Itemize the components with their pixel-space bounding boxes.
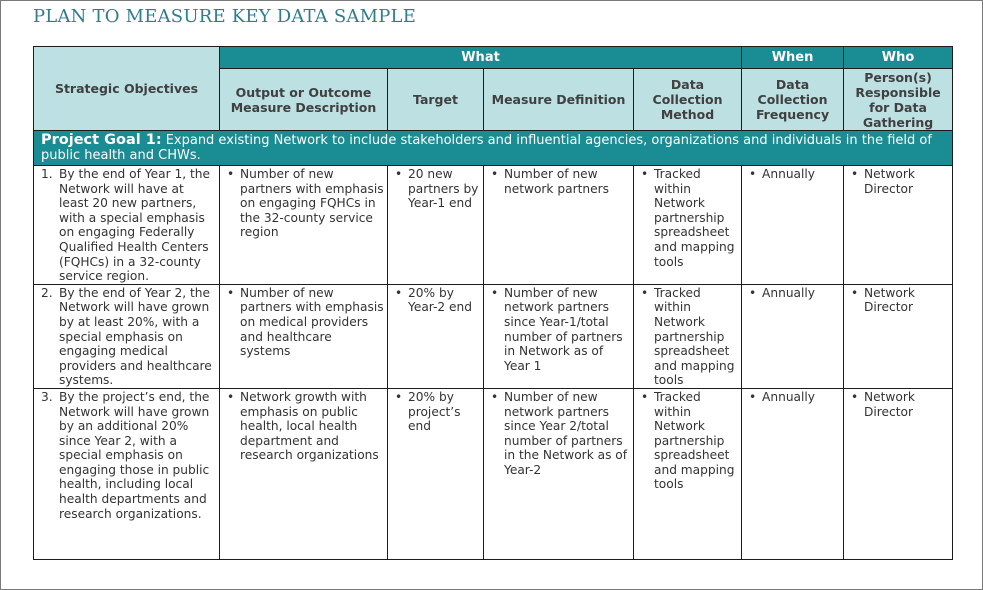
target-cell <box>388 388 484 559</box>
objective-text: By the end of Year 1, the Network will have at least 20 new partners, with a special emphasis on engaging Federally Qualified Health Centers (FQHCs) in a 32-county service region. <box>59 167 210 284</box>
measure-cell <box>220 166 388 285</box>
definition-text: Number of new network partners <box>504 167 609 196</box>
bullet: • <box>491 389 499 404</box>
bullet: • <box>227 285 235 300</box>
measure-text: Number of new partners with emphasis on engaging FQHCs in the 32-county service region <box>240 167 384 240</box>
bullet: • <box>641 167 649 181</box>
measure-text: Network growth with emphasis on public health, local health department and research organizations <box>240 389 379 463</box>
objective-text: By the end of Year 2, the Network will have grown by at least 20%, with a special emphasis on engaging medical providers and healthcare systems. <box>59 285 212 388</box>
bullet: • <box>491 167 499 181</box>
bullet: • <box>491 285 499 300</box>
objective-text: By the project’s end, the Network will have grown by an additional 20% since Year 2, with a special emphasis on engaging those in public health, including local health departments and research organizations. <box>59 389 210 521</box>
header-collection-method: Data Collection Method <box>634 69 742 131</box>
frequency-text: Annually <box>762 285 815 300</box>
goal-banner <box>34 131 953 166</box>
header-group-who: Who <box>844 47 953 69</box>
frequency-cell <box>742 166 844 285</box>
measure-text: Number of new partners with emphasis on medical providers and healthcare systems <box>240 285 384 359</box>
method-text: Tracked within Network partnership spreadsheet and mapping tools <box>654 285 735 388</box>
header-strategic-objectives: Strategic Objectives <box>34 47 220 131</box>
objective-cell <box>34 388 220 559</box>
objective-cell <box>34 166 220 285</box>
measure-cell <box>220 388 388 559</box>
method-cell <box>634 166 742 285</box>
header-group-what: What <box>220 47 742 69</box>
objective-number: 1. <box>41 167 53 181</box>
table-row <box>34 284 953 388</box>
goal-text: Expand existing Network to include stakeholders and influential agencies, organizations and individuals in the field of public health and CHWs. <box>41 133 932 163</box>
bullet: • <box>641 389 649 404</box>
bullet: • <box>395 389 403 404</box>
objective-number: 2. <box>41 285 53 300</box>
page-title: PLAN TO MEASURE KEY DATA SAMPLE <box>33 6 417 27</box>
frequency-text: Annually <box>762 389 815 404</box>
bullet: • <box>749 389 757 404</box>
target-text: 20% by project’s end <box>408 389 461 434</box>
responsible-cell <box>844 284 953 388</box>
bullet: • <box>749 167 757 181</box>
target-cell <box>388 284 484 388</box>
bullet: • <box>641 285 649 300</box>
target-text: 20% by Year-2 end <box>408 285 473 315</box>
definition-text: Number of new network partners since Year 2/total number of partners in the Network as of Year-2 <box>504 389 628 477</box>
definition-cell <box>484 284 634 388</box>
header-collection-frequency: Data Collection Frequency <box>742 69 844 131</box>
header-measure-definition: Measure Definition <box>484 69 634 131</box>
objective-cell <box>34 284 220 388</box>
definition-cell <box>484 388 634 559</box>
responsible-text: Network Director <box>864 167 915 196</box>
header-target: Target <box>388 69 484 131</box>
definition-cell <box>484 166 634 285</box>
bullet: • <box>851 167 859 181</box>
table-row <box>34 166 953 285</box>
responsible-text: Network Director <box>864 285 915 315</box>
target-cell <box>388 166 484 285</box>
bullet: • <box>395 285 403 300</box>
method-text: Tracked within Network partnership spreadsheet and mapping tools <box>654 167 735 269</box>
method-cell <box>634 284 742 388</box>
method-cell <box>634 388 742 559</box>
bullet: • <box>749 285 757 300</box>
bullet: • <box>227 389 235 404</box>
frequency-text: Annually <box>762 167 815 181</box>
header-responsible: Person(s) Responsible for Data Gathering <box>844 69 953 131</box>
measure-cell <box>220 284 388 388</box>
header-measure-description: Output or Outcome Measure Description <box>220 69 388 131</box>
definition-text: Number of new network partners since Year-1/total number of partners in Network as of Year 1 <box>504 285 623 373</box>
plan-table <box>33 46 953 560</box>
responsible-cell <box>844 166 953 285</box>
bullet: • <box>851 389 859 404</box>
target-text: 20 new partners by Year-1 end <box>408 167 479 211</box>
responsible-cell <box>844 388 953 559</box>
bullet: • <box>851 285 859 300</box>
goal-label: Project Goal 1: <box>41 132 162 148</box>
objective-number: 3. <box>41 389 53 404</box>
table-row <box>34 388 953 559</box>
method-text: Tracked within Network partnership spreadsheet and mapping tools <box>654 389 735 492</box>
bullet: • <box>395 167 403 181</box>
responsible-text: Network Director <box>864 389 915 419</box>
bullet: • <box>227 167 235 181</box>
frequency-cell <box>742 284 844 388</box>
header-group-when: When <box>742 47 844 69</box>
frequency-cell <box>742 388 844 559</box>
